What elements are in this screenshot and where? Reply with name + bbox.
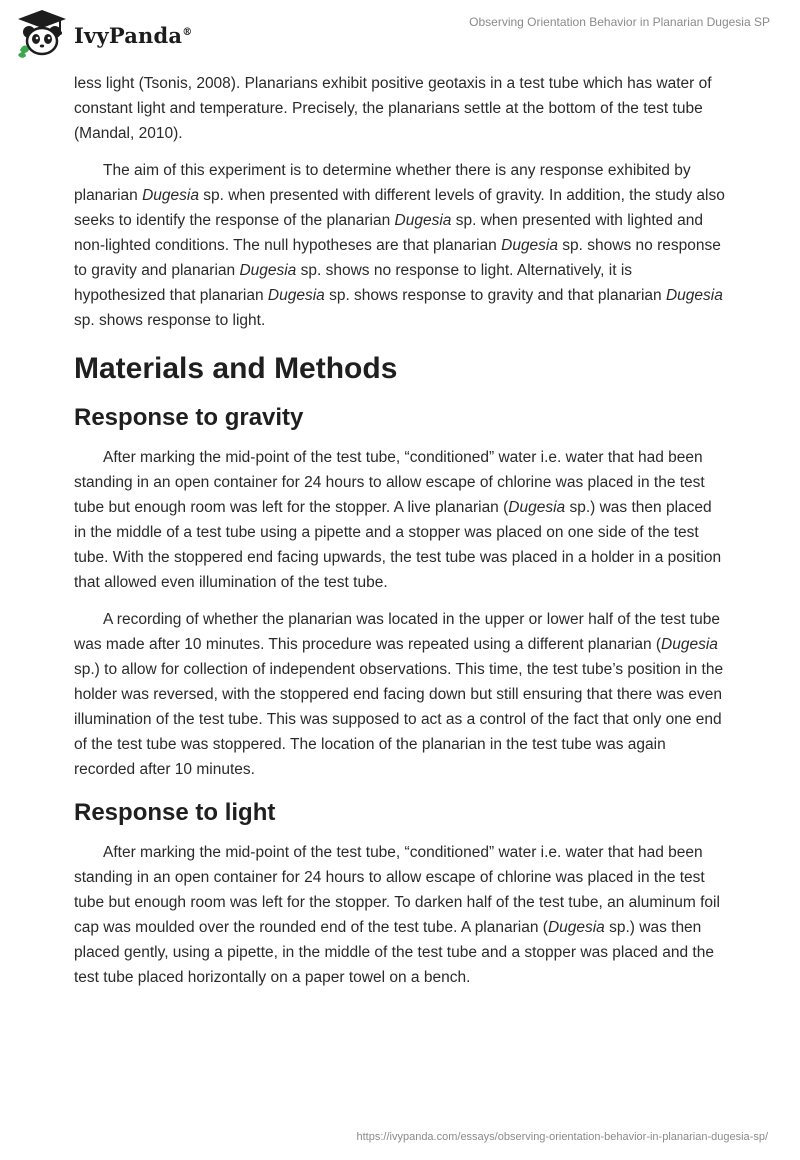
brand-name: IvyPanda® — [74, 22, 193, 48]
italic-genus-name: Dugesia — [661, 636, 718, 653]
essay-content — [74, 71, 726, 1002]
page-header — [0, 0, 800, 70]
paragraph: A recording of whether the planarian was located in the upper or lower half of the test tube was made after 10 minutes. This procedure was repeated using a different planarian (Dugesia sp.) to allow for collection of independent observations. This time, the test tube’s position in the holder was reversed, with the stoppered end facing down but still ensuring that there was even illumination of the test tube. This was supposed to act as a control of the fact that only one end of the test tube was stoppered. The location of the planarian in the test tube was again recorded after 10 minutes. — [74, 611, 724, 778]
italic-genus-name: Dugesia — [501, 237, 558, 254]
panda-graduate-icon — [14, 8, 70, 60]
italic-genus-name: Dugesia — [267, 287, 325, 304]
subsection-heading: Response to light — [74, 799, 276, 826]
italic-genus-name: Dugesia — [665, 287, 723, 304]
italic-genus-name: Dugesia — [508, 499, 566, 516]
italic-genus-name: Dugesia — [394, 212, 452, 229]
paragraph: After marking the mid-point of the test tube, “conditioned” water i.e. water that had been standing in an open container for 24 hours to allow escape of chlorine was placed in the test tube but enough room was left for the stopper. A live planarian (Dugesia sp.) was then placed in the middle of a test tube using a pipette and a stopper was placed on one side of the test tube. With the stoppered end facing upwards, the test tube was placed in a holder in a position that allowed even illumination of the test tube. — [74, 449, 722, 591]
section-heading: Materials and Methods — [74, 352, 398, 385]
source-url[interactable]: https://ivypanda.com/essays/observing-orientation-behavior-in-planarian-dugesia-sp/ — [356, 1131, 768, 1143]
paragraph: After marking the mid-point of the test tube, “conditioned” water i.e. water that had been standing in an open container for 24 hours to allow escape of chlorine was placed in the test tube but enough room was left for the stopper. To darken half of the test tube, an aluminum foil cap was moulded over the rounded end of the test tube. A planarian (Dugesia sp.) was then placed gently, using a pipette, in the middle of the test tube and a stopper was placed and the test tube placed horizontally on a paper towel on a bench. — [74, 844, 720, 986]
ivypanda-logo[interactable] — [14, 8, 192, 60]
italic-genus-name: Dugesia — [142, 187, 199, 204]
document-title: Observing Orientation Behavior in Planarian Dugesia SP — [469, 15, 770, 29]
paragraph: less light (Tsonis, 2008). Planarians exhibit positive geotaxis in a test tube which has water of constant light and temperature. Precisely, the planarians settle at the bottom of the test tube (Mandal, 2010). — [74, 75, 712, 142]
subsection-heading: Response to gravity — [74, 404, 304, 431]
paragraph: The aim of this experiment is to determine whether there is any response exhibited by planarian Dugesia sp. when presented with different levels of gravity. In addition, the study also seeks to identify the response of the planarian Dugesia sp. when presented with lighted and non-lighted conditions. The null hypotheses are that planarian Dugesia sp. shows no response to gravity and planarian Dugesia sp. shows no response to light. Alternatively, it is hypothesized that planarian Dugesia sp. shows response to gravity and that planarian Dugesia sp. shows response to light. — [74, 162, 725, 329]
italic-genus-name: Dugesia — [239, 262, 297, 279]
italic-genus-name: Dugesia — [547, 919, 605, 936]
